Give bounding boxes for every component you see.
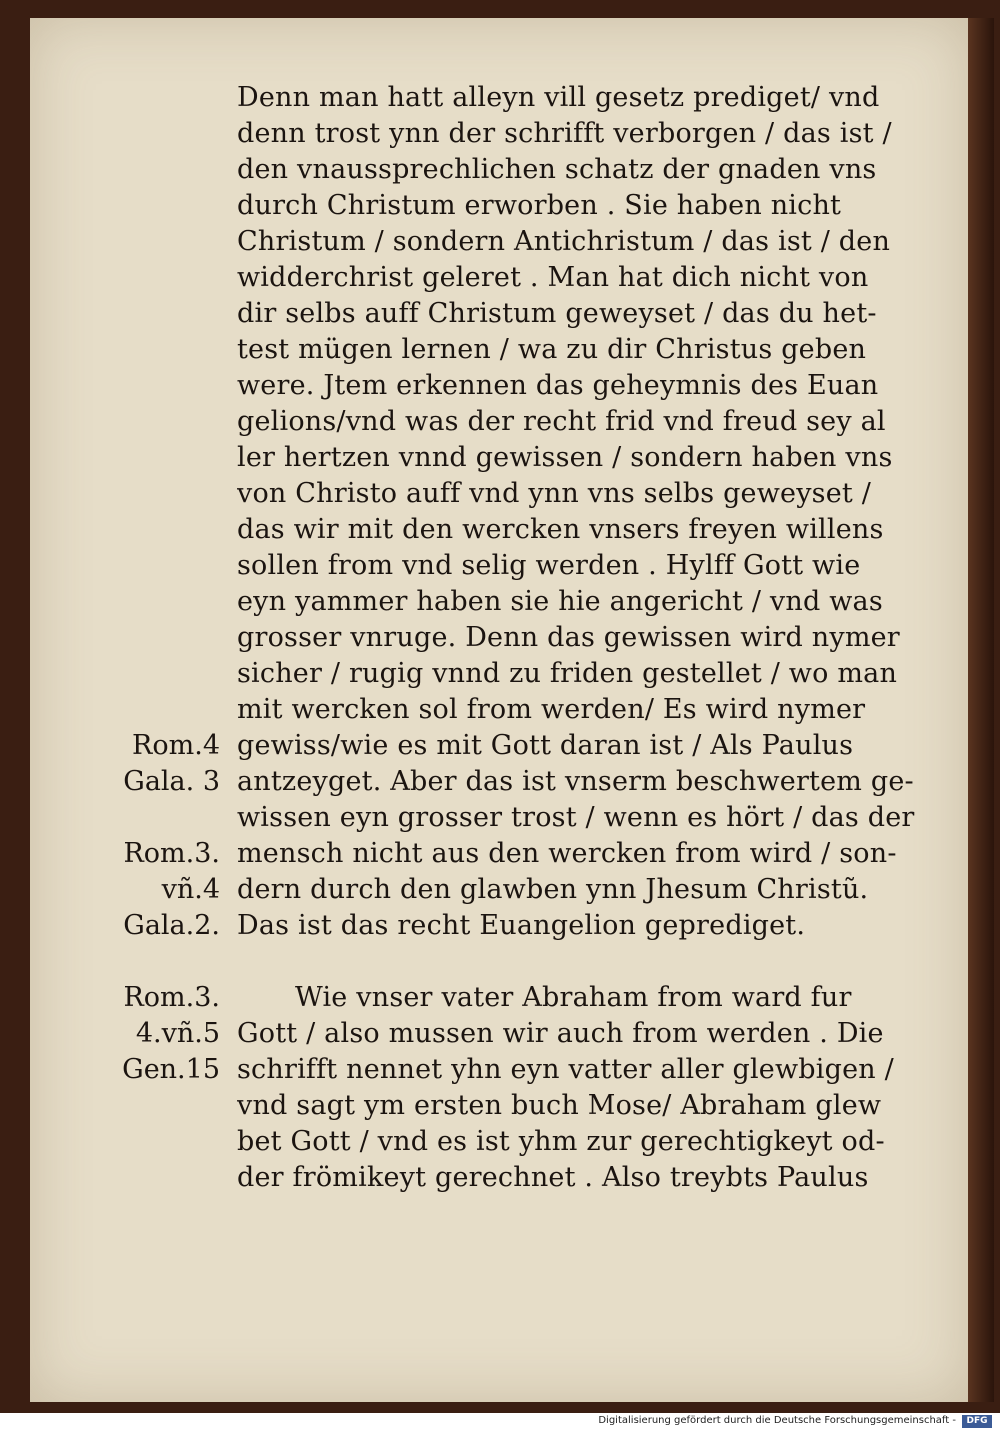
margin-note: Gen.15 xyxy=(122,1054,220,1085)
text-line: widderchrist geleret . Man hat dich nicht von xyxy=(237,262,869,293)
text-line: Denn man hatt alleyn vill gesetz prediget/ vnd xyxy=(237,82,880,113)
text-line: Christum / sondern Antichristum / das ist / den xyxy=(237,226,891,257)
book-edge xyxy=(968,18,994,1402)
text-line: dir selbs auff Christum geweyset / das du het- xyxy=(237,298,877,329)
dfg-logo: DFG xyxy=(962,1415,992,1428)
margin-note: Gala. 3 xyxy=(123,766,220,797)
text-line: grosser vnruge. Denn das gewissen wird nymer xyxy=(237,622,900,653)
text-line: sollen from vnd selig werden . Hylff Gott wie xyxy=(237,550,861,581)
text-line: durch Christum erworben . Sie haben nicht xyxy=(237,190,842,221)
text-line: mensch nicht aus den wercken from wird / son- xyxy=(237,838,897,869)
text-line: vnd sagt ym ersten buch Mose/ Abraham glew xyxy=(237,1090,882,1121)
text-line: denn trost ynn der schrifft verborgen / das ist / xyxy=(237,118,892,149)
text-line: wissen eyn grosser trost / wenn es hört / das der xyxy=(237,802,915,833)
text-line: Das ist das recht Euangelion geprediget. xyxy=(237,910,806,941)
text-line: schrifft nennet yhn eyn vatter aller glewbigen / xyxy=(237,1054,894,1085)
text-line: test mügen lernen / wa zu dir Christus geben xyxy=(237,334,867,365)
margin-note: Rom.4 xyxy=(132,730,220,761)
text-line: sicher / rugig vnnd zu friden gestellet / wo man xyxy=(237,658,898,689)
funding-credit: Digitalisierung gefördert durch die Deutsche Forschungsgemeinschaft - xyxy=(598,1415,956,1426)
text-line: Gott / also mussen wir auch from werden . Die xyxy=(237,1018,884,1049)
margin-note: Gala.2. xyxy=(123,910,220,941)
book-page xyxy=(30,18,968,1402)
text-line: were. Jtem erkennen das geheymnis des Euan xyxy=(237,370,879,401)
margin-note: Rom.3. xyxy=(123,982,220,1013)
text-line: gewiss/wie es mit Gott daran ist / Als Paulus xyxy=(237,730,854,761)
text-line: von Christo auff vnd ynn vns selbs geweyset / xyxy=(237,478,872,509)
footer-bar xyxy=(0,1413,1000,1431)
text-line: gelions/vnd was der recht frid vnd freud sey al xyxy=(237,406,886,437)
text-line: antzeyget. Aber das ist vnserm beschwertem ge- xyxy=(237,766,914,797)
text-line: das wir mit den wercken vnsers freyen willens xyxy=(237,514,884,545)
text-line: der frömikeyt gerechnet . Also treybts Paulus xyxy=(237,1162,869,1193)
text-line: dern durch den glawben ynn Jhesum Christũ. xyxy=(237,874,869,905)
margin-note: vñ.4 xyxy=(161,874,220,905)
text-line: eyn yammer haben sie hie angericht / vnd was xyxy=(237,586,883,617)
text-line: mit wercken sol from werden/ Es wird nymer xyxy=(237,694,866,725)
margin-note: Rom.3. xyxy=(123,838,220,869)
margin-note: 4.vñ.5 xyxy=(135,1018,220,1049)
text-line: ler hertzen vnnd gewissen / sondern haben vns xyxy=(237,442,893,473)
paragraph-start-line: Wie vnser vater Abraham from ward fur xyxy=(295,982,852,1013)
text-line: bet Gott / vnd es ist yhm zur gerechtigkeyt od- xyxy=(237,1126,885,1157)
text-line: den vnaussprechlichen schatz der gnaden vns xyxy=(237,154,877,185)
